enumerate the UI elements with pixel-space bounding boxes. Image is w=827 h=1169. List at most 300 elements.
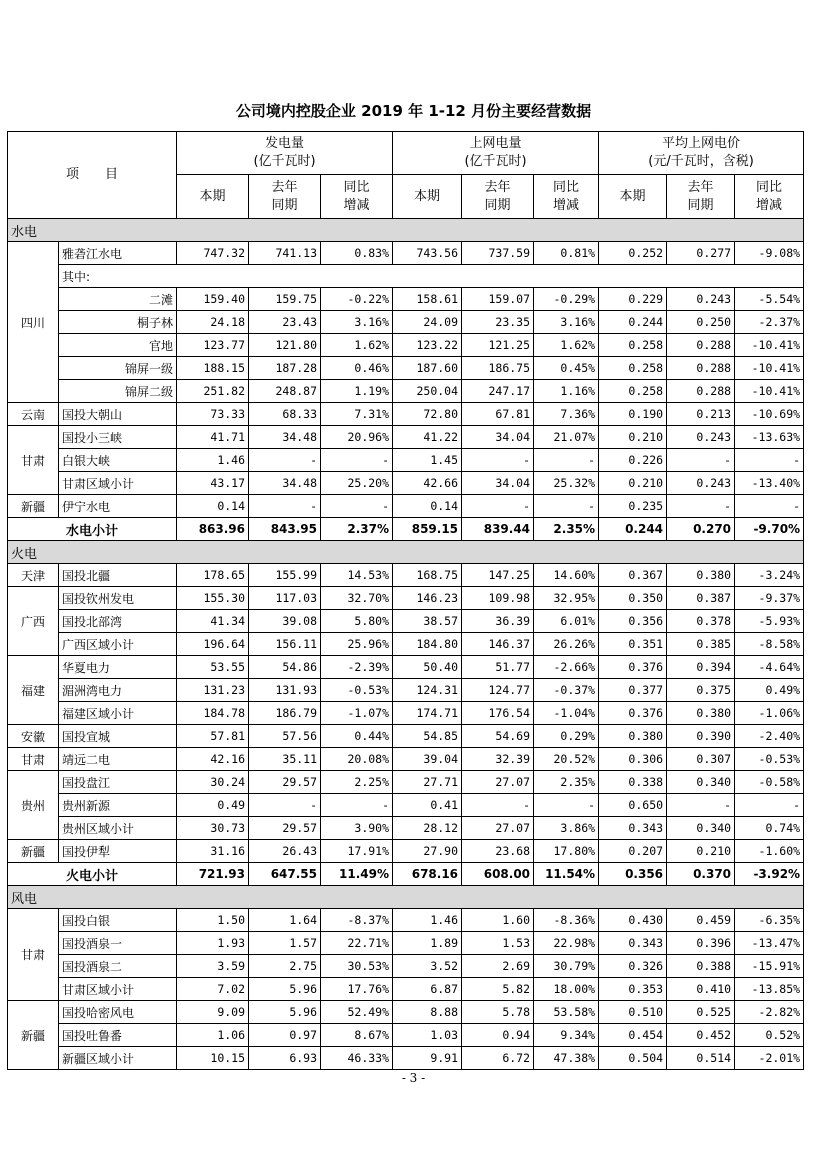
value-cell: 32.95% — [534, 587, 599, 610]
value-cell: 187.60 — [393, 357, 462, 380]
value-cell: 0.356 — [599, 863, 667, 886]
value-cell: -0.53% — [735, 748, 804, 771]
value-cell: 3.90% — [321, 817, 393, 840]
value-cell: 187.28 — [249, 357, 321, 380]
value-cell: 747.32 — [177, 242, 249, 265]
table-row — [8, 955, 804, 978]
value-cell: 0.258 — [599, 380, 667, 403]
value-cell: 3.86% — [534, 817, 599, 840]
value-cell: - — [667, 794, 735, 817]
value-cell: 39.08 — [249, 610, 321, 633]
value-cell: -9.08% — [735, 242, 804, 265]
value-cell: 0.510 — [599, 1001, 667, 1024]
value-cell: 0.378 — [667, 610, 735, 633]
value-cell: -10.41% — [735, 380, 804, 403]
value-cell: 123.22 — [393, 334, 462, 357]
value-cell: -0.37% — [534, 679, 599, 702]
value-cell: 0.14 — [393, 495, 462, 518]
value-cell: 0.351 — [599, 633, 667, 656]
value-cell: 0.235 — [599, 495, 667, 518]
header-item: 项 目 — [8, 132, 177, 219]
table-row — [8, 311, 804, 334]
value-cell: 68.33 — [249, 403, 321, 426]
value-cell: 186.75 — [462, 357, 534, 380]
value-cell: 46.33% — [321, 1047, 393, 1070]
value-cell: 3.16% — [321, 311, 393, 334]
operating-data-table — [7, 131, 804, 1070]
value-cell: 0.288 — [667, 357, 735, 380]
value-cell: 54.86 — [249, 656, 321, 679]
value-cell: 9.91 — [393, 1047, 462, 1070]
table-row — [8, 840, 804, 863]
value-cell: 23.35 — [462, 311, 534, 334]
value-cell: 0.380 — [599, 725, 667, 748]
value-cell: - — [462, 449, 534, 472]
page-title: 公司境内控股企业 2019 年 1-12 月份主要经营数据 — [235, 102, 592, 120]
value-cell: -0.22% — [321, 288, 393, 311]
value-cell: 54.69 — [462, 725, 534, 748]
value-cell: -2.82% — [735, 1001, 804, 1024]
value-cell: -2.01% — [735, 1047, 804, 1070]
header-sub-last-year: 去年 同期 — [667, 175, 735, 219]
value-cell: 0.243 — [667, 472, 735, 495]
value-cell: - — [249, 495, 321, 518]
plant-name: 国投吐鲁番 — [59, 1024, 177, 1047]
value-cell: 34.48 — [249, 472, 321, 495]
value-cell: 0.213 — [667, 403, 735, 426]
table-row — [8, 610, 804, 633]
value-cell: 0.29% — [534, 725, 599, 748]
value-cell: 0.380 — [667, 702, 735, 725]
value-cell: 36.39 — [462, 610, 534, 633]
region-cell: 四川 — [8, 242, 59, 403]
value-cell: 0.356 — [599, 610, 667, 633]
value-cell: 50.40 — [393, 656, 462, 679]
value-cell: 20.96% — [321, 426, 393, 449]
table-row — [8, 794, 804, 817]
table-row — [8, 242, 804, 265]
plant-name: 白银大峡 — [59, 449, 177, 472]
value-cell: -13.40% — [735, 472, 804, 495]
subtotal-label: 水电小计 — [8, 518, 177, 541]
value-cell: 7.31% — [321, 403, 393, 426]
value-cell: 0.190 — [599, 403, 667, 426]
value-cell: 20.08% — [321, 748, 393, 771]
value-cell: -2.37% — [735, 311, 804, 334]
value-cell: 0.452 — [667, 1024, 735, 1047]
header-sub-change: 同比 增减 — [534, 175, 599, 219]
value-cell: 156.11 — [249, 633, 321, 656]
value-cell: 27.07 — [462, 817, 534, 840]
plant-name: 国投伊犁 — [59, 840, 177, 863]
value-cell: 1.46 — [177, 449, 249, 472]
value-cell: 737.59 — [462, 242, 534, 265]
value-cell: -0.53% — [321, 679, 393, 702]
value-cell: 0.49% — [735, 679, 804, 702]
value-cell: 47.38% — [534, 1047, 599, 1070]
table-row — [8, 587, 804, 610]
region-cell: 福建 — [8, 656, 59, 725]
value-cell: 17.80% — [534, 840, 599, 863]
plant-name: 国投宣城 — [59, 725, 177, 748]
value-cell: 0.83% — [321, 242, 393, 265]
value-cell: 30.24 — [177, 771, 249, 794]
value-cell: 0.52% — [735, 1024, 804, 1047]
value-cell: 30.79% — [534, 955, 599, 978]
value-cell: - — [462, 495, 534, 518]
value-cell: 0.390 — [667, 725, 735, 748]
value-cell: 0.288 — [667, 334, 735, 357]
value-cell: -10.41% — [735, 334, 804, 357]
value-cell: 196.64 — [177, 633, 249, 656]
value-cell: 3.59 — [177, 955, 249, 978]
value-cell: 0.97 — [249, 1024, 321, 1047]
value-cell: 124.77 — [462, 679, 534, 702]
value-cell: -2.39% — [321, 656, 393, 679]
value-cell: 53.55 — [177, 656, 249, 679]
value-cell: 34.04 — [462, 426, 534, 449]
value-cell: 6.93 — [249, 1047, 321, 1070]
region-cell: 新疆 — [8, 840, 59, 863]
table-row — [8, 334, 804, 357]
value-cell: 42.66 — [393, 472, 462, 495]
table-row — [8, 633, 804, 656]
value-cell: -1.04% — [534, 702, 599, 725]
value-cell: 0.650 — [599, 794, 667, 817]
table-row — [8, 932, 804, 955]
value-cell: - — [534, 794, 599, 817]
value-cell: 109.98 — [462, 587, 534, 610]
table-row — [8, 1024, 804, 1047]
value-cell: 121.80 — [249, 334, 321, 357]
table-row — [8, 909, 804, 932]
value-cell: 0.340 — [667, 817, 735, 840]
region-cell: 广西 — [8, 587, 59, 656]
value-cell: 8.88 — [393, 1001, 462, 1024]
value-cell: 0.270 — [667, 518, 735, 541]
table-row — [8, 771, 804, 794]
value-cell: - — [321, 449, 393, 472]
value-cell: 3.52 — [393, 955, 462, 978]
value-cell: -8.36% — [534, 909, 599, 932]
value-cell: 0.244 — [599, 311, 667, 334]
value-cell: 0.430 — [599, 909, 667, 932]
value-cell: 117.03 — [249, 587, 321, 610]
table-row — [8, 449, 804, 472]
value-cell: 30.53% — [321, 955, 393, 978]
value-cell: 0.525 — [667, 1001, 735, 1024]
plant-name: 贵州区域小计 — [59, 817, 177, 840]
value-cell: 0.375 — [667, 679, 735, 702]
value-cell: 146.23 — [393, 587, 462, 610]
table-row — [8, 403, 804, 426]
value-cell: 1.50 — [177, 909, 249, 932]
value-cell: 0.410 — [667, 978, 735, 1001]
value-cell: -13.85% — [735, 978, 804, 1001]
value-cell: 0.306 — [599, 748, 667, 771]
value-cell: 0.49 — [177, 794, 249, 817]
value-cell: 0.388 — [667, 955, 735, 978]
value-cell: 0.380 — [667, 564, 735, 587]
value-cell: - — [534, 495, 599, 518]
value-cell: 678.16 — [393, 863, 462, 886]
value-cell: 20.52% — [534, 748, 599, 771]
value-cell: 121.25 — [462, 334, 534, 357]
value-cell: 159.07 — [462, 288, 534, 311]
value-cell: 32.39 — [462, 748, 534, 771]
table-row — [8, 817, 804, 840]
section-row — [8, 541, 804, 564]
value-cell: 32.70% — [321, 587, 393, 610]
value-cell: 188.15 — [177, 357, 249, 380]
value-cell: 2.35% — [534, 518, 599, 541]
value-cell: 24.09 — [393, 311, 462, 334]
region-cell: 甘肃 — [8, 426, 59, 495]
table-row — [8, 702, 804, 725]
value-cell: 5.96 — [249, 1001, 321, 1024]
plant-name: 雅砻江水电 — [59, 242, 177, 265]
value-cell: 27.71 — [393, 771, 462, 794]
plant-name: 国投哈密风电 — [59, 1001, 177, 1024]
plant-name: 官地 — [59, 334, 177, 357]
value-cell: 247.17 — [462, 380, 534, 403]
value-cell: 0.307 — [667, 748, 735, 771]
region-cell: 云南 — [8, 403, 59, 426]
value-cell: - — [249, 449, 321, 472]
value-cell: 0.243 — [667, 426, 735, 449]
table-row — [8, 564, 804, 587]
value-cell: - — [735, 449, 804, 472]
value-cell: 1.45 — [393, 449, 462, 472]
plant-name: 甘肃区域小计 — [59, 472, 177, 495]
section-row — [8, 219, 804, 242]
value-cell: - — [462, 794, 534, 817]
value-cell: 0.94 — [462, 1024, 534, 1047]
value-cell: 159.75 — [249, 288, 321, 311]
value-cell: - — [321, 495, 393, 518]
header-sub-last-year: 去年 同期 — [462, 175, 534, 219]
value-cell: 5.96 — [249, 978, 321, 1001]
value-cell: 17.76% — [321, 978, 393, 1001]
header-sub-change: 同比 增减 — [735, 175, 804, 219]
value-cell: -9.70% — [735, 518, 804, 541]
section-title: 水电 — [8, 219, 804, 242]
value-cell: 0.343 — [599, 932, 667, 955]
region-cell: 新疆 — [8, 495, 59, 518]
plant-name: 国投白银 — [59, 909, 177, 932]
plant-name: 湄洲湾电力 — [59, 679, 177, 702]
value-cell: 52.49% — [321, 1001, 393, 1024]
value-cell: 2.75 — [249, 955, 321, 978]
value-cell: -1.07% — [321, 702, 393, 725]
plant-name: 二滩 — [59, 288, 177, 311]
region-cell: 新疆 — [8, 1001, 59, 1070]
value-cell: 1.93 — [177, 932, 249, 955]
table-row — [8, 472, 804, 495]
plant-name: 国投酒泉二 — [59, 955, 177, 978]
value-cell: 41.71 — [177, 426, 249, 449]
value-cell: 123.77 — [177, 334, 249, 357]
plant-name: 国投小三峡 — [59, 426, 177, 449]
value-cell: -3.92% — [735, 863, 804, 886]
value-cell: -1.60% — [735, 840, 804, 863]
header-sub-current: 本期 — [599, 175, 667, 219]
plant-name: 靖远二电 — [59, 748, 177, 771]
value-cell: 146.37 — [462, 633, 534, 656]
value-cell: -5.54% — [735, 288, 804, 311]
value-cell: - — [735, 495, 804, 518]
subtotal-row — [8, 863, 804, 886]
plant-name: 贵州新源 — [59, 794, 177, 817]
value-cell: 34.48 — [249, 426, 321, 449]
value-cell: 184.80 — [393, 633, 462, 656]
header-sub-current: 本期 — [393, 175, 462, 219]
value-cell: 0.387 — [667, 587, 735, 610]
value-cell: 1.62% — [534, 334, 599, 357]
value-cell: -10.69% — [735, 403, 804, 426]
table-row — [8, 679, 804, 702]
value-cell: 0.396 — [667, 932, 735, 955]
value-cell: 24.18 — [177, 311, 249, 334]
value-cell: 0.277 — [667, 242, 735, 265]
plant-name: 桐子林 — [59, 311, 177, 334]
value-cell: 11.49% — [321, 863, 393, 886]
value-cell: - — [321, 794, 393, 817]
region-cell: 贵州 — [8, 771, 59, 840]
value-cell: - — [667, 449, 735, 472]
value-cell: 0.210 — [599, 426, 667, 449]
plant-name: 锦屏二级 — [59, 380, 177, 403]
value-cell: 1.89 — [393, 932, 462, 955]
plant-name: 锦屏一级 — [59, 357, 177, 380]
value-cell: 9.09 — [177, 1001, 249, 1024]
plant-name: 广西区域小计 — [59, 633, 177, 656]
value-cell: 7.36% — [534, 403, 599, 426]
header-sub-change: 同比 增减 — [321, 175, 393, 219]
header-on-grid: 上网电量 (亿千瓦时) — [393, 132, 599, 175]
value-cell: 14.53% — [321, 564, 393, 587]
value-cell: 41.22 — [393, 426, 462, 449]
value-cell: 25.96% — [321, 633, 393, 656]
value-cell: 8.67% — [321, 1024, 393, 1047]
value-cell: 1.64 — [249, 909, 321, 932]
value-cell: 26.26% — [534, 633, 599, 656]
value-cell: 34.04 — [462, 472, 534, 495]
plant-name: 华夏电力 — [59, 656, 177, 679]
value-cell: 0.377 — [599, 679, 667, 702]
plant-name: 甘肃区域小计 — [59, 978, 177, 1001]
value-cell: 22.71% — [321, 932, 393, 955]
value-cell: 0.226 — [599, 449, 667, 472]
value-cell: 53.58% — [534, 1001, 599, 1024]
value-cell: 1.06 — [177, 1024, 249, 1047]
table-row — [8, 265, 804, 288]
header-sub-last-year: 去年 同期 — [249, 175, 321, 219]
value-cell: 0.46% — [321, 357, 393, 380]
plant-name: 国投盘江 — [59, 771, 177, 794]
value-cell: 155.30 — [177, 587, 249, 610]
value-cell: 51.77 — [462, 656, 534, 679]
value-cell: 72.80 — [393, 403, 462, 426]
value-cell: 0.376 — [599, 702, 667, 725]
value-cell: 29.57 — [249, 771, 321, 794]
value-cell: 0.454 — [599, 1024, 667, 1047]
value-cell: 35.11 — [249, 748, 321, 771]
value-cell: 18.00% — [534, 978, 599, 1001]
value-cell: 250.04 — [393, 380, 462, 403]
value-cell: 3.16% — [534, 311, 599, 334]
value-cell: 186.79 — [249, 702, 321, 725]
table-row — [8, 725, 804, 748]
value-cell: 27.90 — [393, 840, 462, 863]
value-cell: 0.353 — [599, 978, 667, 1001]
value-cell: 21.07% — [534, 426, 599, 449]
value-cell: 184.78 — [177, 702, 249, 725]
value-cell: 0.343 — [599, 817, 667, 840]
value-cell: 0.367 — [599, 564, 667, 587]
value-cell: 0.81% — [534, 242, 599, 265]
value-cell: -13.63% — [735, 426, 804, 449]
value-cell: 2.25% — [321, 771, 393, 794]
value-cell: 248.87 — [249, 380, 321, 403]
table-row — [8, 495, 804, 518]
value-cell: -2.66% — [534, 656, 599, 679]
section-row — [8, 886, 804, 909]
value-cell: -8.58% — [735, 633, 804, 656]
value-cell: 174.71 — [393, 702, 462, 725]
plant-name: 伊宁水电 — [59, 495, 177, 518]
value-cell: 2.35% — [534, 771, 599, 794]
table-header — [8, 132, 804, 219]
value-cell: 0.74% — [735, 817, 804, 840]
value-cell: 2.37% — [321, 518, 393, 541]
table-row — [8, 1001, 804, 1024]
value-cell: 608.00 — [462, 863, 534, 886]
value-cell: -13.47% — [735, 932, 804, 955]
value-cell: 158.61 — [393, 288, 462, 311]
value-cell: 251.82 — [177, 380, 249, 403]
plant-name: 国投北疆 — [59, 564, 177, 587]
value-cell: 23.43 — [249, 311, 321, 334]
value-cell: 25.32% — [534, 472, 599, 495]
value-cell: 0.258 — [599, 334, 667, 357]
value-cell: 57.81 — [177, 725, 249, 748]
value-cell: 9.34% — [534, 1024, 599, 1047]
value-cell: 7.02 — [177, 978, 249, 1001]
value-cell: 159.40 — [177, 288, 249, 311]
table-row — [8, 978, 804, 1001]
value-cell: - — [667, 495, 735, 518]
value-cell: 1.57 — [249, 932, 321, 955]
value-cell: 0.350 — [599, 587, 667, 610]
value-cell: -6.35% — [735, 909, 804, 932]
value-cell: - — [534, 449, 599, 472]
plant-name: 国投钦州发电 — [59, 587, 177, 610]
value-cell: 5.78 — [462, 1001, 534, 1024]
value-cell: -8.37% — [321, 909, 393, 932]
value-cell: 67.81 — [462, 403, 534, 426]
table-row — [8, 426, 804, 449]
value-cell: 10.15 — [177, 1047, 249, 1070]
value-cell: 1.62% — [321, 334, 393, 357]
value-cell: 22.98% — [534, 932, 599, 955]
value-cell: 155.99 — [249, 564, 321, 587]
value-cell: -1.06% — [735, 702, 804, 725]
value-cell: -0.29% — [534, 288, 599, 311]
plant-name: 福建区域小计 — [59, 702, 177, 725]
value-cell: 43.17 — [177, 472, 249, 495]
value-cell: 1.19% — [321, 380, 393, 403]
